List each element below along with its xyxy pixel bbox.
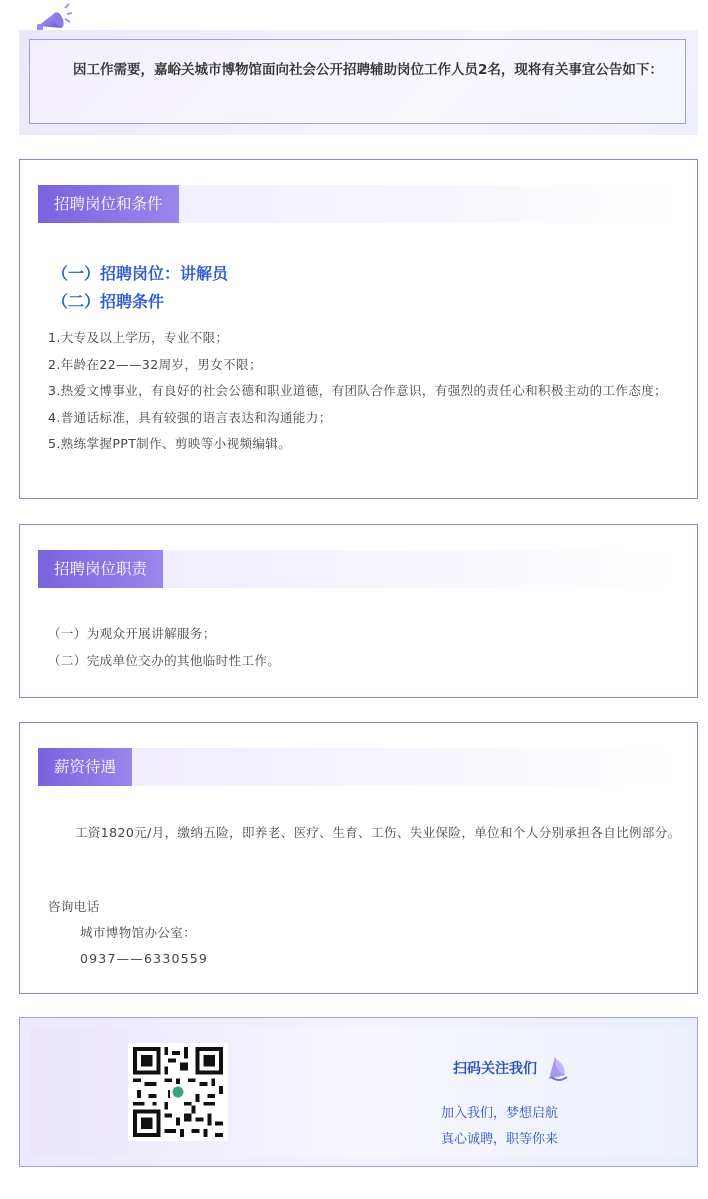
footer-qr-panel — [19, 1017, 698, 1167]
slogan-line-2: 真心诚聘，职等你来 — [441, 1132, 559, 1147]
section-title: 招聘岗位职责 — [38, 550, 163, 588]
qr-code-image[interactable] — [128, 1043, 228, 1141]
intro-text: 因工作需要，嘉峪关城市博物馆面向社会公开招聘辅助岗位工作人员2名，现将有关事宜公告如下： — [29, 39, 686, 124]
list-item: 3.热爱文博事业，有良好的社会公德和职业道德，有团队合作意识，有强烈的责任心和积极主动的工作态度； — [48, 383, 668, 398]
list-item: （一）为观众开展讲解服务； — [48, 626, 216, 641]
follow-title-row — [453, 1053, 571, 1083]
duties-list — [48, 621, 683, 674]
slogan-line-1: 加入我们，梦想启航 — [441, 1106, 559, 1121]
section-recruitment-positions — [19, 159, 698, 499]
list-item: 4.普通话标准，具有较强的语言表达和沟通能力； — [48, 409, 332, 425]
section-title: 招聘岗位和条件 — [38, 185, 179, 223]
list-item: （二）完成单位交办的其他临时性工作。 — [48, 652, 281, 668]
list-item: 1.大专及以上学历，专业不限； — [48, 330, 229, 345]
section-header — [38, 550, 680, 588]
list-item: 2.年龄在22——32周岁，男女不限； — [48, 356, 262, 372]
contact-label: 咨询电话 — [48, 899, 100, 914]
section-header — [38, 185, 680, 223]
salary-text: 工资1820元/月，缴纳五险，即养老、医疗、生育、工伤、失业保险，单位和个人分别承担各自比例部分。 — [75, 825, 681, 840]
section-salary — [19, 722, 698, 994]
megaphone-icon — [541, 1053, 571, 1083]
contact-office: 城市博物馆办公室： — [80, 925, 197, 940]
conditions-list — [48, 325, 683, 458]
list-item: 5.熟练掌握PPT制作、剪映等小视频编辑。 — [48, 436, 292, 451]
section-title: 薪资待遇 — [38, 748, 132, 786]
position-heading: （一）招聘岗位：讲解员 — [52, 264, 229, 283]
section-duties — [19, 524, 698, 698]
follow-title: 扫码关注我们 — [453, 1061, 537, 1077]
intro-panel — [19, 30, 698, 135]
conditions-heading: （二）招聘条件 — [52, 292, 165, 311]
contact-phone: 0937——6330559 — [80, 951, 209, 966]
section-header — [38, 748, 680, 786]
